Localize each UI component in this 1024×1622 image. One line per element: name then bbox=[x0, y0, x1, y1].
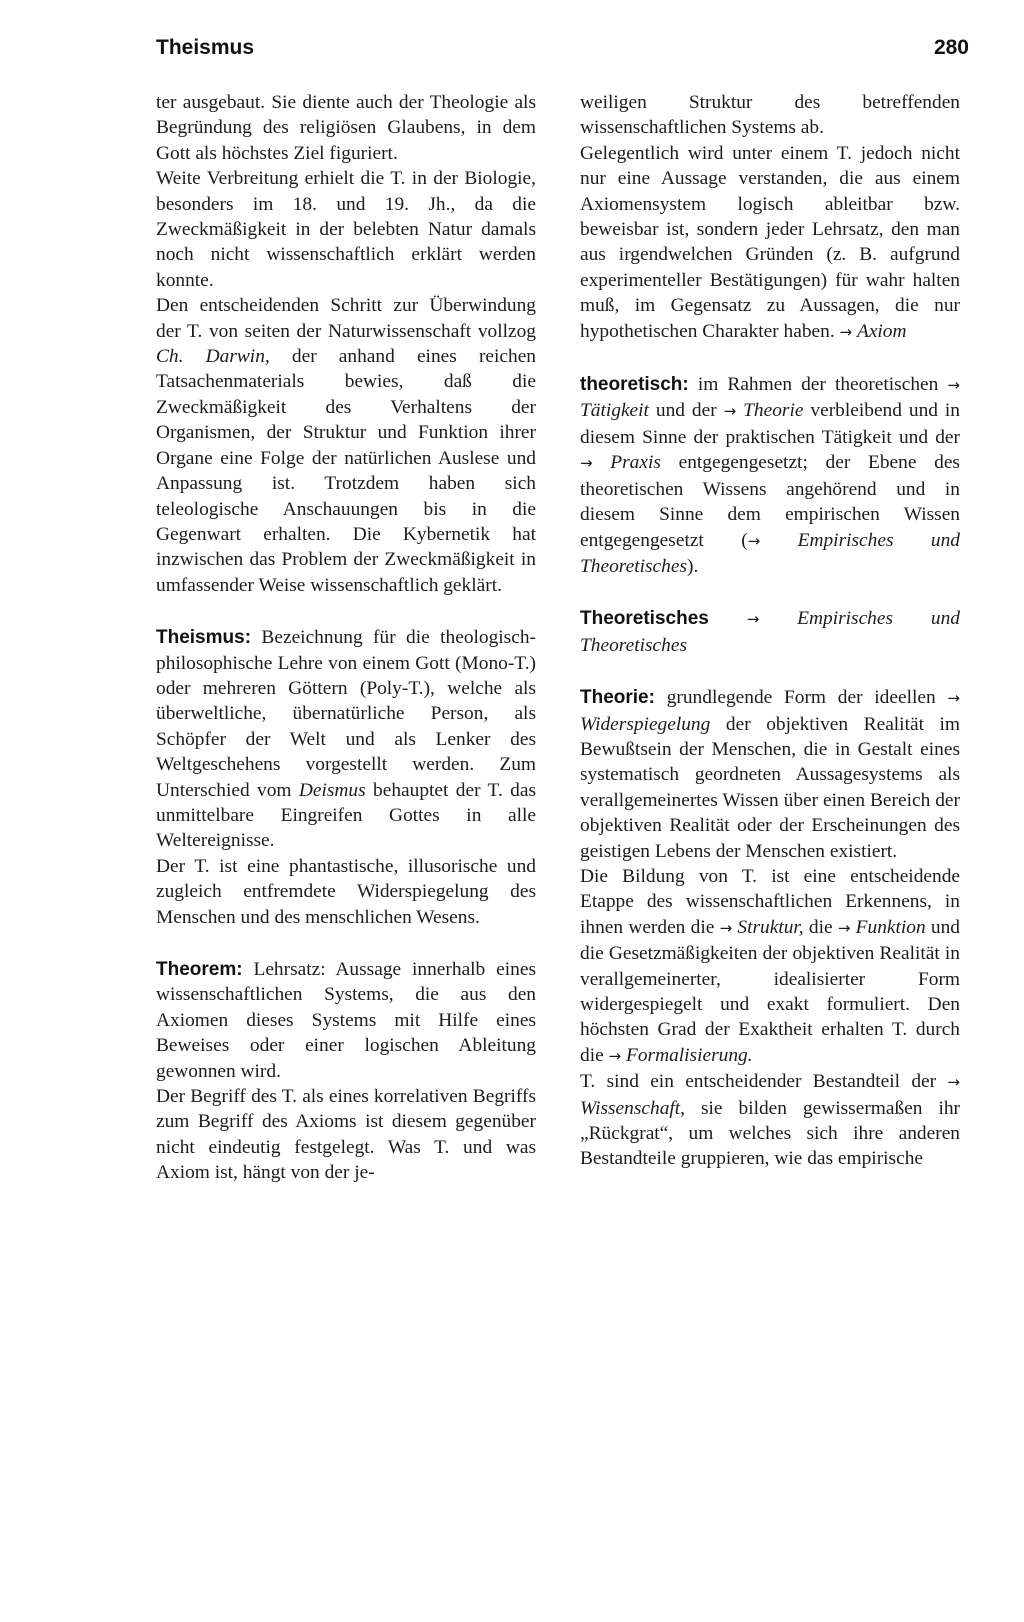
text-run: die bbox=[803, 916, 838, 938]
paragraph bbox=[580, 685, 960, 864]
entry-term: Theoretisches bbox=[580, 608, 709, 630]
arrow-right-icon: → bbox=[947, 1073, 960, 1092]
text-run: und die Gesetzmäßigkeiten der objektiven Realität in verallgemeinerter, idealisierter Form widergespiegelt und exakt formuliert. Den höchsten Grad der Exaktheit erhalten T. durch die bbox=[580, 916, 960, 1066]
cross-reference-link[interactable]: Widerspiegelung bbox=[580, 713, 711, 735]
text-run: T. sind ein entscheidender Bestandteil der bbox=[580, 1071, 948, 1093]
cross-reference-link[interactable]: Deismus bbox=[298, 779, 366, 801]
entry-theoretisches bbox=[580, 606, 960, 658]
arrow-right-icon: → bbox=[947, 376, 960, 395]
paragraph bbox=[156, 625, 536, 854]
text-run: grundlegende Form der ideellen bbox=[654, 687, 948, 709]
text-run: verbleibend und in diesem Sinne der praktischen Tätigkeit und der bbox=[580, 400, 960, 448]
entry-term: Theismus: bbox=[156, 627, 252, 649]
cross-reference-link[interactable]: Funktion bbox=[855, 916, 926, 938]
page-header-title: Theismus bbox=[156, 36, 255, 59]
cross-reference-link[interactable]: Formalisierung. bbox=[625, 1044, 753, 1066]
text-run: sie bilden gewissermaßen ihr „Rückgrat“, um welches sich ihre anderen Bestandteile gruppieren, wie das empirische bbox=[580, 1097, 960, 1170]
text-run: im Rahmen der theoretischen bbox=[688, 374, 948, 396]
cross-reference-link[interactable]: Praxis bbox=[610, 452, 661, 474]
paragraph bbox=[580, 1069, 960, 1172]
paragraph bbox=[580, 864, 960, 1069]
text-run: Die Bildung von T. ist eine entscheidende Etappe des wissenschaftlichen Erkennens, in ihnen werden die bbox=[580, 865, 960, 938]
text-run: Gelegentlich wird unter einem T. jedoch nicht nur eine Aussage verstanden, die aus einem Axiomensystem logisch ableitbar bzw. beweisbar ist, sondern jeder Lehrsatz, den man aus irgendwelchen Gründen (z. B. aufgrund experimenteller Bestätigungen) für wahr halten muß, im Gegensatz zu Aussagen, die nur hypothetischen Charakter haben. bbox=[580, 142, 960, 342]
paragraph: Weite Verbreitung erhielt die T. in der Biologie, besonders im 18. und 19. Jh., da die Zweckmäßigkeit in der belebten Natur damals noch nicht wissenschaftlich erklärt werden konnte. bbox=[156, 168, 536, 291]
paragraph bbox=[580, 606, 960, 658]
text-run: Lehrsatz: Aussage innerhalb eines wissenschaftlichen Systems, die aus den Axiomen dieses Systems mit Hilfe eines Beweises oder einer logischen Ableitung gewonnen wird. bbox=[156, 959, 536, 1082]
paragraph bbox=[156, 957, 536, 1084]
cross-reference-link[interactable]: Empirisches und Theoretisches bbox=[580, 608, 960, 656]
text-run: der anhand eines reichen Tatsachenmaterials bewies, daß die Zweckmäßigkeit des Verhaltens der Organismen, der Struktur und Funktion ihrer Organe eine Folge der natürlichen Auslese und Anpassung ist. Trotzdem haben sich teleologische Anschauungen bis in die Gegenwart erhalten. Die Kybernetik hat inzwischen das Problem der Zweckmäßigkeit in umfassender Weise wissenschaftlich geklärt. bbox=[156, 346, 537, 596]
arrow-right-icon: → bbox=[747, 531, 761, 550]
text-run: entgegengesetzt; der Ebene des theoretischen Wissens angehörend und in diesem Sinne dem empirischen Wissen entgegengesetzt ( bbox=[580, 452, 960, 551]
entry-term: Theorem: bbox=[156, 959, 243, 980]
arrow-right-icon: → bbox=[837, 918, 851, 937]
arrow-right-icon: → bbox=[723, 402, 737, 421]
text-run: Bezeichnung für die theologisch-philosophische Lehre von einem Gott (Mono-T.) oder mehreren Göttern (Poly-T.), welche als überweltliche, übernatürliche Person, als Schöpfer der Welt und als Lenker des Weltgeschehens vorgestellt werden. Zum Unterschied vom bbox=[156, 627, 536, 801]
entry-theorie bbox=[580, 685, 960, 1172]
text-run: und der bbox=[648, 400, 724, 422]
paragraph bbox=[580, 372, 960, 579]
text-run: Den entscheidenden Schritt zur Überwindung der T. von seiten der Naturwissenschaft vollzog bbox=[156, 295, 536, 342]
cross-reference-link[interactable]: Struktur, bbox=[737, 916, 804, 938]
entry-term: theoretisch: bbox=[580, 374, 689, 396]
paragraph bbox=[156, 293, 536, 598]
entry-theorem bbox=[156, 957, 536, 1186]
left-column bbox=[156, 90, 536, 1186]
entry-term: Theorie: bbox=[580, 687, 655, 709]
page-number: 280 bbox=[933, 36, 969, 59]
arrow-right-icon: → bbox=[580, 454, 593, 473]
cross-reference-link[interactable]: Empirisches und Theoretisches bbox=[580, 529, 960, 577]
cross-reference-link[interactable]: Wissenschaft, bbox=[580, 1097, 686, 1119]
entry-theismus bbox=[156, 625, 536, 930]
text-run: der objektiven Realität im Bewußtsein der Menschen, die in Gestalt eines systematisch geordneten Aussagesystems als verallgemeinertes Wissen über einen Bereich der objektiven Realität oder der Erscheinungen des geistigen Lebens der Menschen existiert. bbox=[580, 713, 960, 862]
text-run: ). bbox=[687, 555, 699, 577]
cross-reference-link[interactable]: Theorie bbox=[743, 400, 804, 422]
paragraph: Der Begriff des T. als eines korrelativen Begriffs zum Begriff des Axioms ist diesem gegenüber nicht eindeutig festgelegt. Was T. und was Axiom ist, hängt von der je- bbox=[156, 1086, 536, 1184]
cross-reference-link[interactable]: Axiom bbox=[856, 320, 907, 342]
arrow-right-icon: → bbox=[746, 610, 760, 629]
paragraph bbox=[580, 141, 960, 345]
cross-reference-link[interactable]: Tätigkeit bbox=[580, 400, 649, 422]
arrow-right-icon: → bbox=[947, 689, 960, 708]
paragraph: Der T. ist eine phantastische, illusorische und zugleich entfremdete Widerspiegelung des Menschen und des menschlichen Wesens. bbox=[156, 855, 536, 928]
arrow-right-icon: → bbox=[608, 1046, 622, 1065]
arrow-right-icon: → bbox=[839, 322, 853, 341]
paragraph: weiligen Struktur des betreffenden wissenschaftlichen Systems ab. bbox=[580, 92, 960, 139]
right-column bbox=[580, 90, 960, 1172]
paragraph: ter ausgebaut. Sie diente auch der Theologie als Begründung des religiösen Glaubens, in dem Gott als höchstes Ziel figuriert. bbox=[156, 92, 536, 164]
text-run: behauptet der T. das unmittelbare Eingreifen Gottes in alle Weltereignisse. bbox=[156, 779, 537, 852]
entry-theoretisch bbox=[580, 372, 960, 579]
cross-reference-link[interactable]: Ch. Darwin, bbox=[156, 346, 270, 368]
arrow-right-icon: → bbox=[719, 918, 733, 937]
